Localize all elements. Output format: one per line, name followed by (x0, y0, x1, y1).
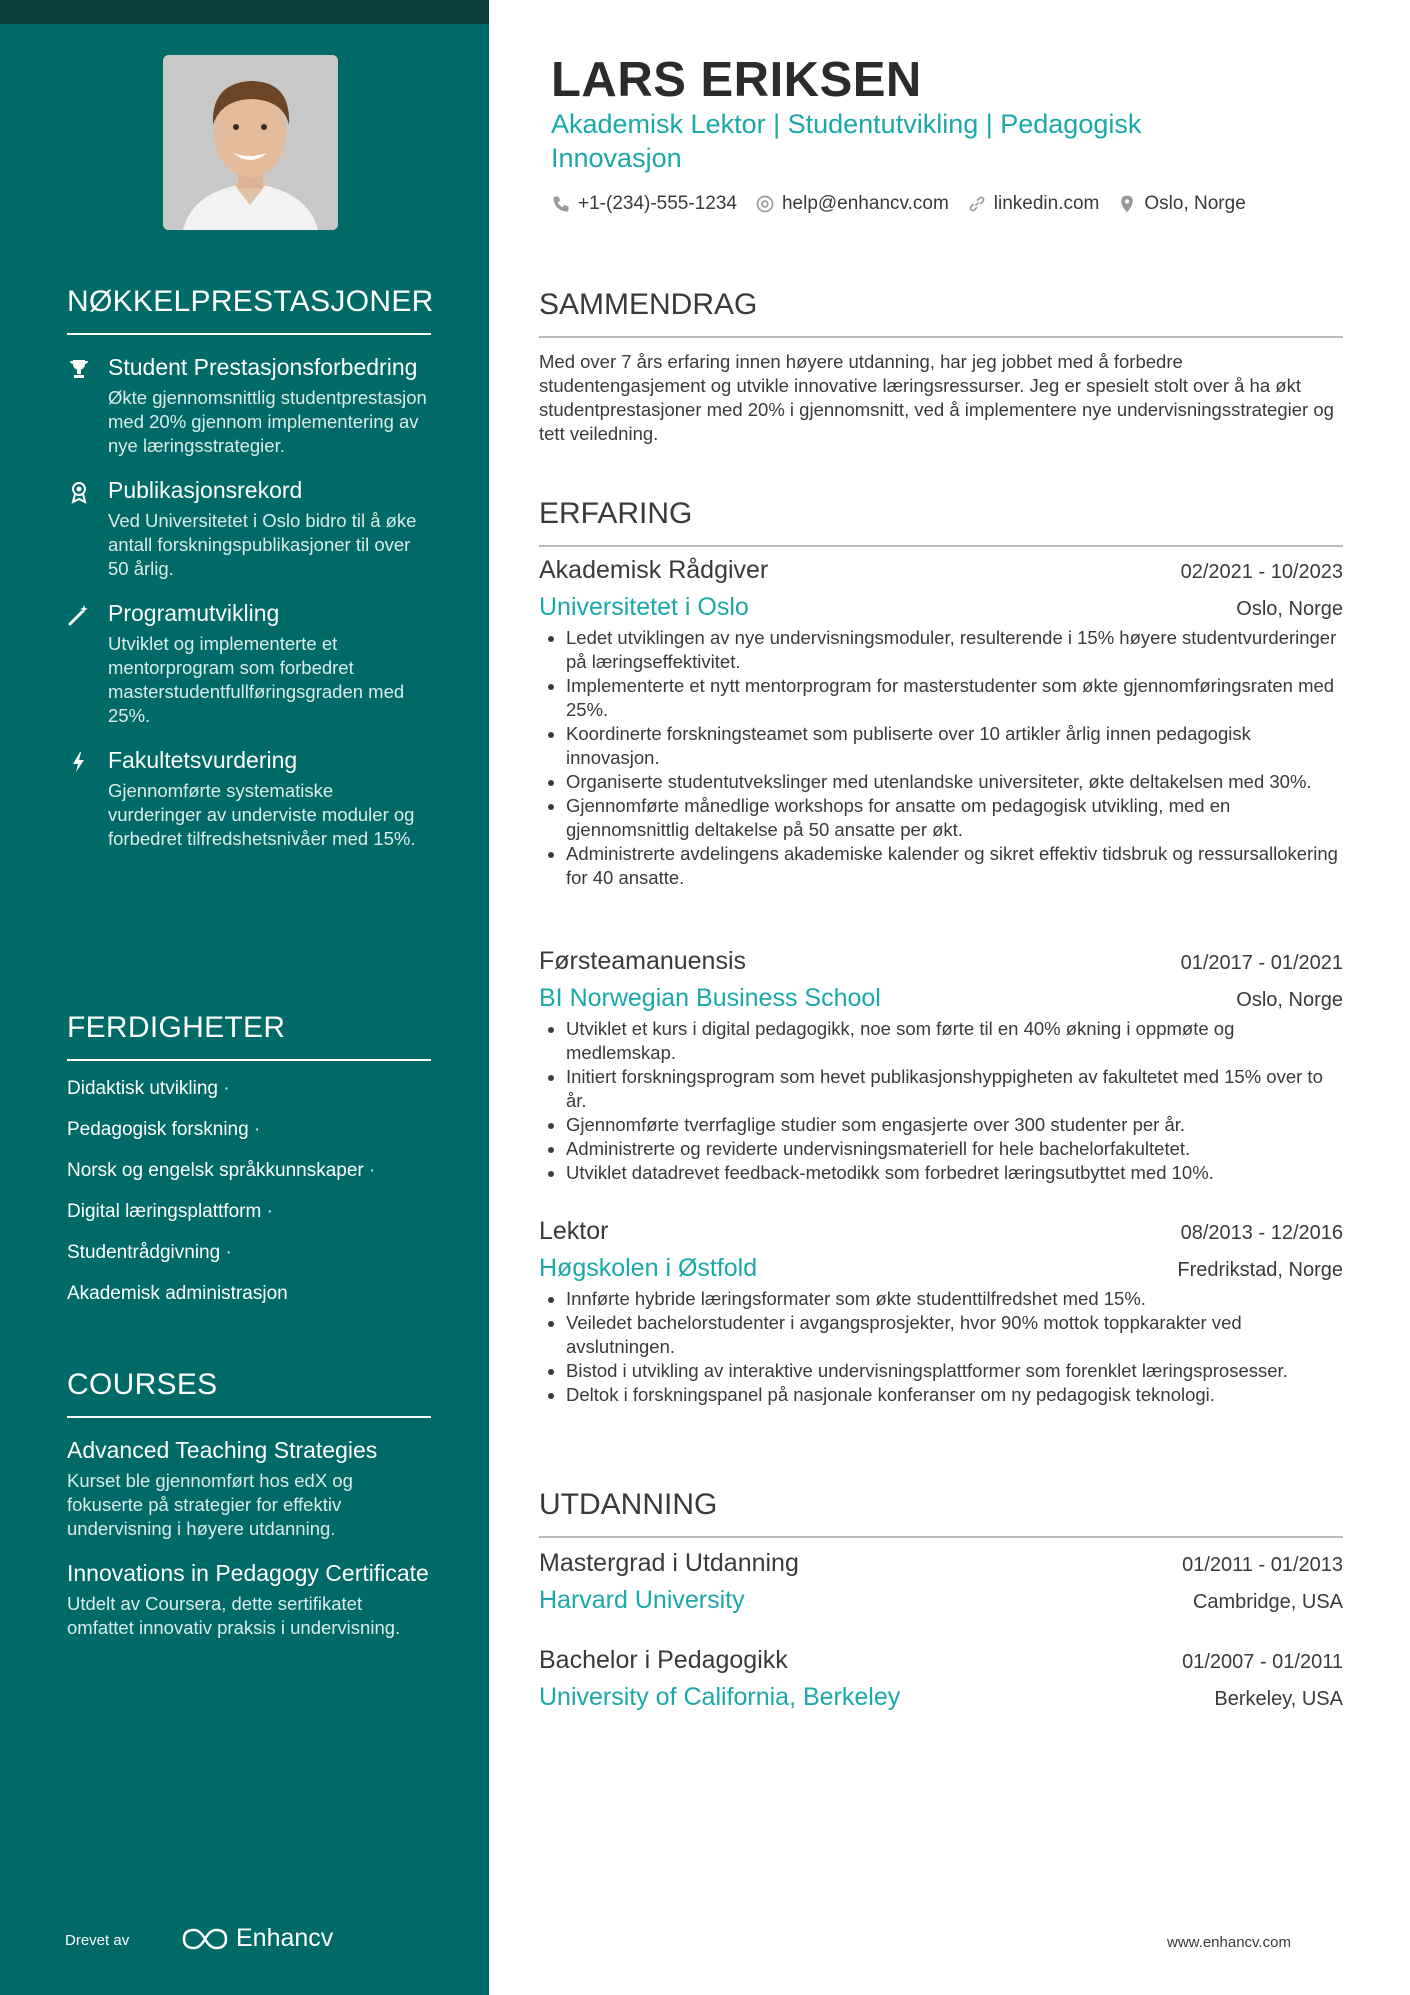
skill-item: Studentrådgivning · (67, 1242, 232, 1263)
degree-title: Bachelor i Pedagogikk (539, 1646, 788, 1674)
achievement-title: Fakultetsvurdering (108, 747, 298, 773)
job-title: Lektor (539, 1217, 609, 1245)
courses-section (67, 1368, 431, 1640)
achievement-item (67, 353, 431, 458)
education-entry (539, 1646, 1343, 1712)
powered-by-label: Drevet av (65, 1932, 130, 1949)
skill-item: Norsk og engelsk språkkunnskaper · (67, 1160, 376, 1181)
magic-wand-icon (67, 603, 91, 627)
achievement-desc: Gjennomførte systematiske vurderinger av underviste moduler og forbedret tilfredshetsnivåer med 15%. (108, 780, 416, 849)
enhancv-logo[interactable] (182, 1924, 333, 1953)
achievement-item (67, 746, 431, 851)
headline: Akademisk Lektor | Studentutvikling | Pedagogisk Innovasjon (551, 109, 1142, 173)
phone-icon (551, 194, 571, 214)
bullet-item: • Koordinerte forskningsteamet som publiserte over 10 artikler årlig innen pedagogisk innovasjon. (566, 722, 1343, 770)
job-bullets (539, 1287, 1343, 1407)
bullet-item: • Utviklet et kurs i digital pedagogikk, noe som førte til en 40% økning i oppmøte og medlemskap. (566, 1017, 1343, 1065)
company-name[interactable]: Universitetet i Oslo (539, 593, 749, 621)
job-location: Oslo, Norge (1236, 598, 1343, 620)
achievement-desc: Utviklet og implementerte et mentorprogram som forbedret masterstudentfullføringsgraden med 25%. (108, 633, 405, 726)
achievement-item (67, 599, 431, 728)
skill-item: Didaktisk utvikling · (67, 1078, 230, 1099)
summary-title: SAMMENDRAG (539, 288, 1343, 338)
achievement-desc: Ved Universitetet i Oslo bidro til å øke antall forskningspublikasjoner til over 50 årlig. (108, 510, 417, 579)
infinity-logo-icon (182, 1926, 228, 1952)
achievement-item (67, 476, 431, 581)
bullet-item: • Gjennomførte månedlige workshops for ansatte om pedagogisk utvikling, med en gjennomsnittlig deltakelse på 50 ansatte per økt. (566, 794, 1343, 842)
achievement-title: Programutvikling (108, 600, 280, 626)
logo-text: Enhancv (236, 1924, 334, 1952)
lightning-icon (67, 750, 91, 774)
company-name[interactable]: BI Norwegian Business School (539, 984, 881, 1012)
achievements-title: NØKKELPRESTASJONER (67, 285, 431, 335)
award-icon (67, 480, 91, 504)
job-location: Oslo, Norge (1236, 989, 1343, 1011)
summary-text: Med over 7 års erfaring innen høyere utdanning, har jeg jobbet med å forbedre studentengasjement og utvikle innovative læringsressurser. Jeg er spesielt stolt over å ha økt studentprestasjoner med 20% i gjennomsnitt, ved å implementere nye undervisningsstrategier og tett veiledning. (539, 351, 1334, 444)
education-entry (539, 1549, 1343, 1615)
job-entry (539, 556, 1343, 890)
contact-linkedin[interactable]: linkedin.com (967, 193, 1100, 215)
school-name[interactable]: University of California, Berkeley (539, 1683, 901, 1711)
skills-title: FERDIGHETER (67, 1011, 431, 1061)
job-dates: 08/2013 - 12/2016 (1180, 1222, 1343, 1244)
skill-item: Pedagogisk forskning · (67, 1119, 261, 1140)
job-entry (539, 947, 1343, 1185)
skill-item: Digital læringsplattform · (67, 1201, 273, 1222)
skill-item: Akademisk administrasjon (67, 1283, 288, 1304)
achievement-title: Publikasjonsrekord (108, 477, 303, 503)
company-name[interactable]: Høgskolen i Østfold (539, 1254, 758, 1282)
skills-section (67, 1011, 431, 1307)
footer-url[interactable]: www.enhancv.com (1167, 1934, 1291, 1951)
course-desc: Utdelt av Coursera, dette sertifikatet omfattet innovativ praksis i undervisning. (67, 1593, 401, 1638)
bullet-item: • Deltok i forskningspanel på nasjonale konferanser om ny pedagogisk teknologi. (566, 1383, 1343, 1407)
bullet-item: • Organiserte studentutvekslinger med utenlandske universiteter, økte deltakelsen med 30%. (566, 770, 1343, 794)
education-dates: 01/2007 - 01/2011 (1182, 1651, 1343, 1673)
degree-title: Mastergrad i Utdanning (539, 1549, 799, 1577)
location-icon (1117, 194, 1137, 214)
sidebar-top-bar (0, 0, 489, 24)
job-title: Førsteamanuensis (539, 947, 747, 975)
job-dates: 02/2021 - 10/2023 (1180, 561, 1343, 583)
education-dates: 01/2011 - 01/2013 (1182, 1554, 1343, 1576)
bullet-item: • Utviklet datadrevet feedback-metodikk som forbedret læringsutbyttet med 10%. (566, 1161, 1343, 1185)
course-title: Innovations in Pedagogy Certificate (67, 1560, 429, 1586)
contact-location: Oslo, Norge (1117, 193, 1245, 215)
experience-title: ERFARING (539, 497, 1343, 547)
job-entry (539, 1217, 1343, 1407)
bullet-item: • Ledet utviklingen av nye undervisningsmoduler, resulterende i 15% høyere studentvurderinger på læringseffektivitet. (566, 626, 1343, 674)
education-location: Berkeley, USA (1214, 1688, 1343, 1710)
bullet-item: • Administrerte og reviderte undervisningsmateriell for hele bachelorfakultetet. (566, 1137, 1343, 1161)
job-bullets (539, 1017, 1343, 1185)
bullet-item: • Initiert forskningsprogram som hevet publikasjonshyppigheten av fakultetet med 15% over to år. (566, 1065, 1343, 1113)
course-desc: Kurset ble gjennomført hos edX og fokuserte på strategier for effektiv undervisning i høyere utdanning. (67, 1470, 353, 1539)
job-location: Fredrikstad, Norge (1177, 1259, 1343, 1281)
bullet-item: • Veiledet bachelorstudenter i avgangsprosjekter, hvor 90% mottok toppkarakter ved avslutningen. (566, 1311, 1343, 1359)
achievement-title: Student Prestasjonsforbedring (108, 354, 418, 380)
trophy-icon (67, 357, 91, 381)
school-name[interactable]: Harvard University (539, 1586, 745, 1614)
education-title: UTDANNING (539, 1488, 1343, 1538)
bullet-item: • Innførte hybride læringsformater som økte studenttilfredshet med 15%. (566, 1287, 1343, 1311)
achievements-section (67, 285, 434, 851)
bullet-item: • Bistod i utvikling av interaktive undervisningsplattformer som forenklet læringsprosesser. (566, 1359, 1343, 1383)
bullet-item: • Gjennomførte tverrfaglige studier som engasjerte over 300 studenter per år. (566, 1113, 1343, 1137)
link-icon (967, 194, 987, 214)
person-name: LARS ERIKSEN (551, 53, 922, 107)
job-dates: 01/2017 - 01/2021 (1180, 952, 1343, 974)
job-title: Akademisk Rådgiver (539, 556, 769, 584)
education-location: Cambridge, USA (1192, 1591, 1343, 1613)
sidebar (0, 0, 489, 1995)
bullet-item: • Implementerte et nytt mentorprogram for masterstudenter som økte gjennomføringsraten med 25%. (566, 674, 1343, 722)
profile-photo (163, 55, 338, 230)
at-icon (755, 194, 775, 214)
courses-title: COURSES (67, 1368, 431, 1418)
job-bullets (539, 626, 1343, 890)
course-title: Advanced Teaching Strategies (67, 1437, 378, 1463)
contact-bar (551, 193, 1246, 215)
achievement-desc: Økte gjennomsnittlig studentprestasjon med 20% gjennom implementering av nye læringsstrategier. (108, 387, 427, 456)
bullet-item: • Administrerte avdelingens akademiske kalender og sikret effektiv tidsbruk og ressursallokering for 40 ansatte. (566, 842, 1343, 890)
contact-email[interactable]: help@enhancv.com (755, 193, 949, 215)
contact-phone[interactable]: +1-(234)-555-1234 (551, 193, 737, 215)
